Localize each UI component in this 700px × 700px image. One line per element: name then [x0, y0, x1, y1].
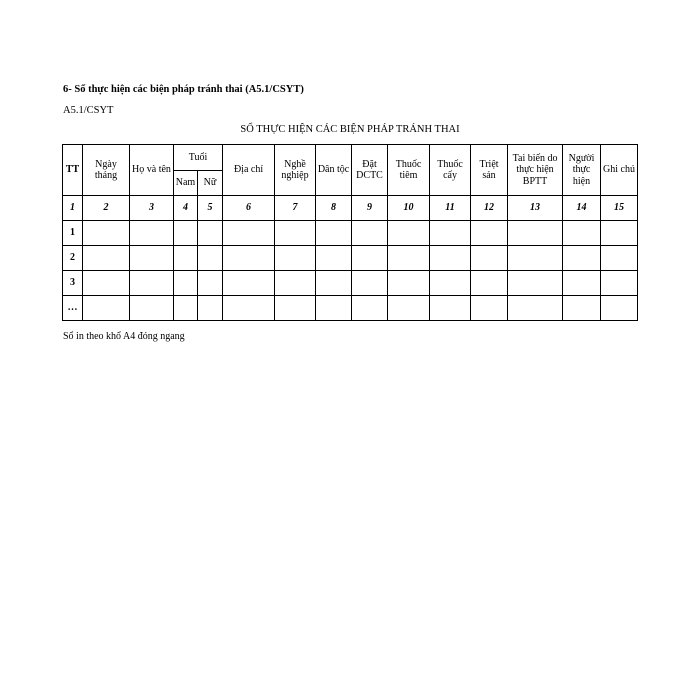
empty-cell — [130, 296, 174, 321]
empty-cell — [316, 296, 352, 321]
table-row — [63, 221, 638, 246]
empty-cell — [174, 296, 198, 321]
column-number: 2 — [83, 196, 130, 221]
header-tai-bien: Tai biến do thực hiện BPTT — [508, 145, 563, 196]
empty-cell — [430, 221, 471, 246]
empty-cell — [471, 271, 508, 296]
empty-cell — [352, 246, 388, 271]
empty-cell — [471, 221, 508, 246]
empty-cell — [601, 221, 638, 246]
empty-cell — [275, 246, 316, 271]
empty-cell — [316, 271, 352, 296]
empty-cell — [508, 221, 563, 246]
header-tt: TT — [63, 145, 83, 196]
empty-cell — [601, 271, 638, 296]
form-code: A5.1/CSYT — [63, 105, 114, 116]
empty-cell — [223, 246, 275, 271]
empty-cell — [223, 271, 275, 296]
column-number: 4 — [174, 196, 198, 221]
header-row-1 — [63, 145, 638, 171]
column-number-row — [63, 196, 638, 221]
empty-cell — [83, 246, 130, 271]
empty-cell — [471, 246, 508, 271]
empty-cell — [198, 296, 223, 321]
column-number: 3 — [130, 196, 174, 221]
header-dat-dctc: Đặt DCTC — [352, 145, 388, 196]
empty-cell — [388, 221, 430, 246]
column-number: 12 — [471, 196, 508, 221]
empty-cell — [508, 246, 563, 271]
empty-cell — [601, 246, 638, 271]
empty-cell — [130, 221, 174, 246]
header-thuoc-cay: Thuốc cấy — [430, 145, 471, 196]
header-ghi-chu: Ghi chú — [601, 145, 638, 196]
table-row — [63, 246, 638, 271]
table-title: SỔ THỰC HIỆN CÁC BIỆN PHÁP TRÁNH THAI — [240, 124, 460, 135]
header-nguoi-thuc-hien: Người thực hiện — [563, 145, 601, 196]
row-number: 1 — [63, 221, 83, 246]
empty-cell — [352, 221, 388, 246]
column-number: 1 — [63, 196, 83, 221]
header-dan-toc: Dân tộc — [316, 145, 352, 196]
column-number: 14 — [563, 196, 601, 221]
column-number: 6 — [223, 196, 275, 221]
empty-cell — [275, 221, 316, 246]
empty-cell — [223, 221, 275, 246]
empty-cell — [316, 221, 352, 246]
empty-cell — [352, 296, 388, 321]
empty-cell — [508, 296, 563, 321]
empty-cell — [430, 246, 471, 271]
empty-cell — [352, 271, 388, 296]
empty-cell — [430, 271, 471, 296]
contraception-register-table — [62, 144, 638, 321]
print-note: Sổ in theo khổ A4 đóng ngang — [63, 331, 185, 342]
header-dia-chi: Địa chỉ — [223, 145, 275, 196]
empty-cell — [198, 221, 223, 246]
empty-cell — [83, 221, 130, 246]
column-number: 15 — [601, 196, 638, 221]
empty-cell — [83, 296, 130, 321]
empty-cell — [563, 221, 601, 246]
empty-cell — [601, 296, 638, 321]
header-thuoc-tiem: Thuốc tiêm — [388, 145, 430, 196]
empty-cell — [430, 296, 471, 321]
empty-cell — [508, 271, 563, 296]
empty-cell — [388, 246, 430, 271]
empty-cell — [198, 246, 223, 271]
row-number: … — [63, 296, 83, 321]
empty-cell — [174, 221, 198, 246]
empty-cell — [174, 246, 198, 271]
empty-cell — [198, 271, 223, 296]
header-nghe-nghiep: Nghề nghiệp — [275, 145, 316, 196]
table-row — [63, 271, 638, 296]
empty-cell — [223, 296, 275, 321]
empty-cell — [563, 246, 601, 271]
column-number: 10 — [388, 196, 430, 221]
header-ngay-thang: Ngày tháng — [83, 145, 130, 196]
empty-cell — [83, 271, 130, 296]
empty-cell — [388, 296, 430, 321]
empty-cell — [130, 246, 174, 271]
column-number: 13 — [508, 196, 563, 221]
header-ho-va-ten: Họ và tên — [130, 145, 174, 196]
column-number: 11 — [430, 196, 471, 221]
section-heading: 6- Sổ thực hiện các biện pháp tránh thai (A5.1/CSYT) — [63, 84, 304, 95]
header-tuoi: Tuổi — [174, 145, 223, 171]
empty-cell — [388, 271, 430, 296]
column-number: 8 — [316, 196, 352, 221]
header-triet-san: Triệt sản — [471, 145, 508, 196]
empty-cell — [174, 271, 198, 296]
header-tuoi-nam: Nam — [174, 171, 198, 196]
header-tuoi-nu: Nữ — [198, 171, 223, 196]
column-number: 9 — [352, 196, 388, 221]
row-number: 2 — [63, 246, 83, 271]
column-number: 7 — [275, 196, 316, 221]
empty-cell — [563, 296, 601, 321]
empty-cell — [130, 271, 174, 296]
empty-cell — [471, 296, 508, 321]
table-row — [63, 296, 638, 321]
empty-cell — [316, 246, 352, 271]
row-number: 3 — [63, 271, 83, 296]
empty-cell — [275, 271, 316, 296]
empty-cell — [563, 271, 601, 296]
empty-cell — [275, 296, 316, 321]
column-number: 5 — [198, 196, 223, 221]
